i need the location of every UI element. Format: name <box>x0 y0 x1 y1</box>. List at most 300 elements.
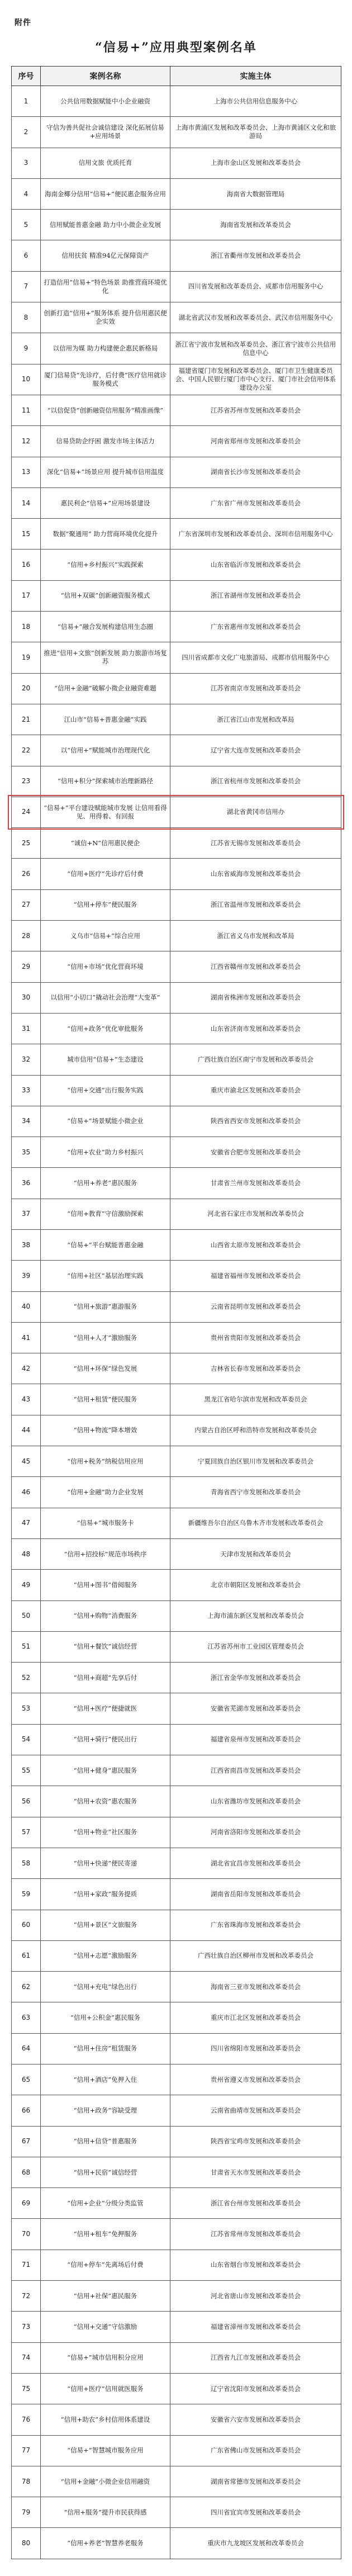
row-number: 38 <box>12 1229 41 1260</box>
implementing-organization: 辽宁省大连市发展和改革委员会 <box>170 735 341 766</box>
table-row <box>12 766 341 797</box>
case-name: 海南金椰分信用“信易+”便民惠企服务应用 <box>41 178 170 209</box>
table-row <box>12 2281 341 2312</box>
table-row <box>12 1322 341 1353</box>
case-name: “信用+市场”优化营商环境 <box>41 951 170 982</box>
row-number: 46 <box>12 1477 41 1508</box>
case-name: “信用+医疗”便捷就医 <box>41 1693 170 1724</box>
implementing-organization: 湖北省宜昌市发展和改革委员会 <box>170 1848 341 1878</box>
implementing-organization: 海南省大数据管理局 <box>170 178 341 209</box>
case-name: “信用+医疗”信用就医服务 <box>41 2373 170 2404</box>
implementing-organization: 辽宁省沈阳市发展和改革委员会 <box>170 2373 341 2404</box>
table-row <box>12 1261 341 1291</box>
table-row <box>12 1724 341 1755</box>
implementing-organization: 湖南省株洲市发展和改革委员会 <box>170 982 341 1013</box>
row-number: 45 <box>12 1446 41 1477</box>
case-name: “信易+”融合发展构建信用生态圈 <box>41 612 170 642</box>
row-number: 58 <box>12 1848 41 1878</box>
row-number: 6 <box>12 240 41 271</box>
implementing-organization: 青海省西宁市发展和改革委员会 <box>170 1477 341 1508</box>
table-row <box>12 1631 341 1662</box>
row-number: 3 <box>12 148 41 178</box>
row-number: 28 <box>12 921 41 951</box>
table-row <box>12 240 341 271</box>
implementing-organization: 河北省石家庄市发展和改革委员会 <box>170 1199 341 1229</box>
implementing-organization: 江苏省苏州市发展和改革委员会 <box>170 395 341 425</box>
row-number: 69 <box>12 2188 41 2219</box>
row-number: 5 <box>12 210 41 240</box>
case-name: “信用+充电”绿色出行 <box>41 1972 170 2002</box>
implementing-organization: 云南省曲靖市发展和改革委员会 <box>170 2095 341 2126</box>
row-number: 26 <box>12 859 41 889</box>
implementing-organization: 广东省惠州市发展和改革委员会 <box>170 612 341 642</box>
implementing-organization: 河南省洛阳市发展和改革委员会 <box>170 1817 341 1848</box>
case-name: 打造信用“信易+”特色场景 助推营商环境优化 <box>41 271 170 302</box>
case-name: “信用+租赁”便民服务 <box>41 1384 170 1415</box>
case-name: “信用+金融”破解小微企业融资难题 <box>41 673 170 704</box>
implementing-organization: 陕西省宝鸡市发展和改革委员会 <box>170 2126 341 2157</box>
implementing-organization: 浙江省金华市发展和改革委员会 <box>170 1663 341 1693</box>
row-number: 17 <box>12 580 41 611</box>
table-row <box>12 797 341 827</box>
table-row <box>12 1848 341 1878</box>
row-number: 49 <box>12 1570 41 1600</box>
implementing-organization: 江西省赣州市发展和改革委员会 <box>170 951 341 982</box>
row-number: 34 <box>12 1106 41 1137</box>
case-name: “信用+政务”容缺受理 <box>41 2095 170 2126</box>
row-number: 8 <box>12 302 41 333</box>
implementing-organization: 浙江省江山市发展和改革局 <box>170 704 341 735</box>
table-row <box>12 2497 341 2528</box>
implementing-organization: 福建省漳州市发展和改革委员会 <box>170 2312 341 2342</box>
case-name: 城市信用“信易+”生态建设 <box>41 1044 170 1075</box>
case-name: 以信用为媒 助力构建便企惠民新格局 <box>41 333 170 364</box>
implementing-organization: 浙江省杭州市发展和改革委员会 <box>170 766 341 797</box>
implementing-organization: 江苏省南京市发展和改革委员会 <box>170 673 341 704</box>
implementing-organization: 四川省成都市文化广电旅游局、成都市信用服务中心 <box>170 642 341 673</box>
table-row <box>12 982 341 1013</box>
row-number: 7 <box>12 271 41 302</box>
row-number: 36 <box>12 1168 41 1199</box>
table-row <box>12 2466 341 2497</box>
implementing-organization: 山东省潍坊市发展和改革委员会 <box>170 1786 341 1817</box>
table-row <box>12 1786 341 1817</box>
table-row <box>12 86 341 117</box>
implementing-organization: 甘肃省兰州市发展和改革委员会 <box>170 1168 341 1199</box>
table-row <box>12 2095 341 2126</box>
case-name: “信用+骑行”便民出行 <box>41 1724 170 1755</box>
case-name: 数据“聚通用” 助力营商环境优化提升 <box>41 519 170 550</box>
case-name: 信用扶贫 精准94亿元保障资产 <box>41 240 170 271</box>
row-number: 67 <box>12 2126 41 2157</box>
case-name: “信用+商超”先享后付 <box>41 1663 170 1693</box>
case-name: “信用+快递”便民寄递 <box>41 1848 170 1878</box>
table-row <box>12 2435 341 2466</box>
table-row <box>12 1910 341 1940</box>
table-row <box>12 1817 341 1848</box>
case-name: “信用+社保”惠民服务 <box>41 2281 170 2312</box>
table-row <box>12 2528 341 2559</box>
implementing-organization: 广东省广州市发展和改革委员会 <box>170 487 341 518</box>
column-header-case-name: 案例名称 <box>41 67 170 86</box>
table-row <box>12 1415 341 1446</box>
table-row <box>12 859 341 889</box>
implementing-organization: 广东省佛山市发展和改革委员会 <box>170 2435 341 2466</box>
case-name: 以信用“小切口”撬动社会治理“大变革” <box>41 982 170 1013</box>
row-number: 42 <box>12 1353 41 1384</box>
case-name: “以信促贷”创新融资信用服务“精准画像” <box>41 395 170 425</box>
implementing-organization: 福建省福州市发展和改革委员会 <box>170 1261 341 1291</box>
row-number: 47 <box>12 1508 41 1538</box>
case-name: “信用+停车”便民服务 <box>41 889 170 920</box>
table-row <box>12 302 341 333</box>
table-row <box>12 704 341 735</box>
case-name: “信用+助农”乡村信用体系建设 <box>41 2404 170 2435</box>
table-row <box>12 1755 341 1786</box>
case-name: “信易+”城市服务卡 <box>41 1508 170 1538</box>
implementing-organization: 重庆市九龙坡区发展和改革委员会 <box>170 2528 341 2559</box>
table-row <box>12 1972 341 2002</box>
implementing-organization: 北京市朝阳区发展和改革委员会 <box>170 1570 341 1600</box>
case-name: “信用+养老”智慧养老服务 <box>41 2528 170 2559</box>
implementing-organization: 湖北省黄冈市信用办 <box>170 797 341 827</box>
row-number: 66 <box>12 2095 41 2126</box>
implementing-organization: 新疆维吾尔自治区乌鲁木齐市发展和改革委员会 <box>170 1508 341 1538</box>
implementing-organization: 福建省泉州市发展和改革委员会 <box>170 1724 341 1755</box>
table-row <box>12 921 341 951</box>
case-name: “信用+人才”激励服务 <box>41 1322 170 1353</box>
case-name: “信用+健身”惠民服务 <box>41 1755 170 1786</box>
attachment-label: 附件 <box>15 18 31 27</box>
implementing-organization: 江苏省无锡市发展和改革委员会 <box>170 828 341 859</box>
table-row <box>12 2342 341 2373</box>
table-row <box>12 1508 341 1538</box>
case-name: “信用+积分”探索城市治理新路径 <box>41 766 170 797</box>
row-number: 57 <box>12 1817 41 1848</box>
implementing-organization: 广西壮族自治区柳州市发展和改革委员会 <box>170 1940 341 1971</box>
row-number: 24 <box>12 797 41 827</box>
case-table <box>11 66 341 2559</box>
case-name: “信易+”平台赋能普惠金融 <box>41 1229 170 1260</box>
row-number: 39 <box>12 1261 41 1291</box>
implementing-organization: 湖南省长沙市发展和改革委员会 <box>170 457 341 487</box>
case-name: “信用+物流”降本增效 <box>41 1415 170 1446</box>
row-number: 16 <box>12 550 41 580</box>
table-row <box>12 673 341 704</box>
row-number: 76 <box>12 2404 41 2435</box>
row-number: 74 <box>12 2342 41 2373</box>
table-row <box>12 1446 341 1477</box>
implementing-organization: 吉林省长春市发展和改革委员会 <box>170 1353 341 1384</box>
row-number: 9 <box>12 333 41 364</box>
row-number: 61 <box>12 1940 41 1971</box>
implementing-organization: 黑龙江省哈尔滨市发展和改革委员会 <box>170 1384 341 1415</box>
case-name: “信用+酒店”免押入住 <box>41 2064 170 2095</box>
case-name: “信用+养老”惠民服务 <box>41 1168 170 1199</box>
case-name: “信用+餐饮”诚信经营 <box>41 1631 170 1662</box>
row-number: 80 <box>12 2528 41 2559</box>
case-name: “信用+农业”助力乡村振兴 <box>41 1137 170 1168</box>
case-name: “诚信+N”信用惠民便企 <box>41 828 170 859</box>
table-row <box>12 210 341 240</box>
table-row <box>12 148 341 178</box>
table-row <box>12 2126 341 2157</box>
case-name: 信用赋能普惠金融 助力中小微企业发展 <box>41 210 170 240</box>
table-row <box>12 487 341 518</box>
table-row <box>12 2373 341 2404</box>
case-name: “信用+公积金”惠民服务 <box>41 2002 170 2033</box>
table-row <box>12 1353 341 1384</box>
row-number: 75 <box>12 2373 41 2404</box>
column-header-organization: 实施主体 <box>170 67 341 86</box>
case-name: “信用+招投标”规范市场秩序 <box>41 1538 170 1569</box>
row-number: 12 <box>12 426 41 457</box>
column-header-number: 序号 <box>12 67 41 86</box>
case-name: “信用+图书”借阅服务 <box>41 1570 170 1600</box>
implementing-organization: 宁夏回族自治区银川市发展和改革委员会 <box>170 1446 341 1477</box>
case-name: “信用+志愿”激励服务 <box>41 1940 170 1971</box>
implementing-organization: 四川省绵阳市发展和改革委员会 <box>170 2033 341 2064</box>
implementing-organization: 浙江省义乌市发展和改革局 <box>170 921 341 951</box>
case-name: “信用+交通”守信激励 <box>41 2312 170 2342</box>
implementing-organization: 四川省宜宾市发展和改革委员会 <box>170 2497 341 2528</box>
implementing-organization: 上海市浦东新区发展和改革委员会 <box>170 1600 341 1631</box>
implementing-organization: 河南省郑州市发展和改革委员会 <box>170 426 341 457</box>
table-row <box>12 889 341 920</box>
case-name: “信用+环保”绿色发展 <box>41 1353 170 1384</box>
row-number: 78 <box>12 2466 41 2497</box>
row-number: 52 <box>12 1663 41 1693</box>
implementing-organization: 甘肃省天水市发展和改革委员会 <box>170 2157 341 2187</box>
row-number: 33 <box>12 1075 41 1106</box>
case-name: “信用+金融”助力企业发展 <box>41 1477 170 1508</box>
table-row <box>12 1291 341 1322</box>
row-number: 13 <box>12 457 41 487</box>
case-name: “信用+租车”免押服务 <box>41 2219 170 2250</box>
implementing-organization: 云南省昆明市发展和改革委员会 <box>170 1291 341 1322</box>
row-number: 19 <box>12 642 41 673</box>
row-number: 60 <box>12 1910 41 1940</box>
case-name: “信易+”智慧城市服务应用 <box>41 2435 170 2466</box>
row-number: 54 <box>12 1724 41 1755</box>
row-number: 25 <box>12 828 41 859</box>
case-name: 信用文旅 优质托育 <box>41 148 170 178</box>
table-row <box>12 1075 341 1106</box>
case-name: “信用+服务”提升市民获得感 <box>41 2497 170 2528</box>
table-row <box>12 1693 341 1724</box>
case-name: “信用+社区”基层治理实践 <box>41 1261 170 1291</box>
implementing-organization: 广西壮族自治区南宁市发展和改革委员会 <box>170 1044 341 1075</box>
row-number: 77 <box>12 2435 41 2466</box>
implementing-organization: 重庆市江北区发展和改革委员会 <box>170 2002 341 2033</box>
table-row <box>12 178 341 209</box>
case-name: 推进“信用+文旅”创新发展 助力旅游市场复苏 <box>41 642 170 673</box>
implementing-organization: 福建省厦门市发展和改革委员会、厦门市卫生健康委员会、中国人民银行厦门市中心支行、厦门市社会信用体系建设办公室 <box>170 364 341 395</box>
case-name: 公共信用数据赋能中小企业融资 <box>41 86 170 117</box>
table-row <box>12 828 341 859</box>
table-row <box>12 1168 341 1199</box>
implementing-organization: 湖北省武汉市发展和改革委员会、武汉市信用服务中心 <box>170 302 341 333</box>
table-row <box>12 2312 341 2342</box>
case-name: “信用+乡村振兴”实践探索 <box>41 550 170 580</box>
row-number: 30 <box>12 982 41 1013</box>
implementing-organization: 河北省唐山市发展和改革委员会 <box>170 2281 341 2312</box>
row-number: 35 <box>12 1137 41 1168</box>
row-number: 44 <box>12 1415 41 1446</box>
table-row <box>12 1106 341 1137</box>
table-row <box>12 117 341 148</box>
row-number: 56 <box>12 1786 41 1817</box>
implementing-organization: 重庆市渝北区发展和改革委员会 <box>170 1075 341 1106</box>
table-header-row <box>12 67 341 86</box>
row-number: 22 <box>12 735 41 766</box>
table-row <box>12 519 341 550</box>
implementing-organization: 海南省发展和改革委员会 <box>170 210 341 240</box>
table-row <box>12 1013 341 1044</box>
table-row <box>12 1600 341 1631</box>
implementing-organization: 湖南省岳阳市发展和改革委员会 <box>170 1879 341 1910</box>
case-name: 创新打造“信用+”服务体系 提升信用惠民便企实效 <box>41 302 170 333</box>
row-number: 65 <box>12 2064 41 2095</box>
row-number: 43 <box>12 1384 41 1415</box>
row-number: 63 <box>12 2002 41 2033</box>
row-number: 79 <box>12 2497 41 2528</box>
row-number: 29 <box>12 951 41 982</box>
implementing-organization: 上海市金山区发展和改革委员会 <box>170 148 341 178</box>
case-name: 信易贷助企纾困 激发市场主体活力 <box>41 426 170 457</box>
case-name: 深化“信易+”场景应用 提升城市信用温度 <box>41 457 170 487</box>
row-number: 48 <box>12 1538 41 1569</box>
implementing-organization: 海南省三亚市发展和改革委员会 <box>170 1972 341 2002</box>
row-number: 55 <box>12 1755 41 1786</box>
implementing-organization: 安徽省芜湖市发展和改革委员会 <box>170 1693 341 1724</box>
implementing-organization: 湖南省常德市发展和改革委员会 <box>170 2466 341 2497</box>
case-name: 江山市“信易+普惠金融”实践 <box>41 704 170 735</box>
case-name: “信用+农资”惠农服务 <box>41 1786 170 1817</box>
row-number: 4 <box>12 178 41 209</box>
table-row <box>12 1044 341 1075</box>
row-number: 32 <box>12 1044 41 1075</box>
row-number: 37 <box>12 1199 41 1229</box>
table-row <box>12 642 341 673</box>
case-name: 惠民利企“信易+”应用场景建设 <box>41 487 170 518</box>
case-name: “信用+停车”先离场后付费 <box>41 2250 170 2280</box>
row-number: 70 <box>12 2219 41 2250</box>
table-row <box>12 395 341 425</box>
document-title: “信易+”应用典型案例名单 <box>95 40 257 55</box>
row-number: 62 <box>12 1972 41 2002</box>
implementing-organization: 山东省济南市发展和改革委员会 <box>170 1013 341 1044</box>
case-table-body <box>12 86 341 2559</box>
implementing-organization: 山东省威海市发展和改革委员会 <box>170 859 341 889</box>
implementing-organization: 浙江省宁波市发展和改革委员会、浙江省宁波市公共信用信息中心 <box>170 333 341 364</box>
implementing-organization: 贵州省贵阳市发展和改革委员会 <box>170 1322 341 1353</box>
table-row <box>12 1229 341 1260</box>
table-row <box>12 2002 341 2033</box>
implementing-organization: 贵州省遵义市发展和改革委员会 <box>170 2064 341 2095</box>
case-name: “信用+物业”社区服务 <box>41 1817 170 1848</box>
row-number: 10 <box>12 364 41 395</box>
table-row <box>12 457 341 487</box>
implementing-organization: 安徽省合肥市发展和改革委员会 <box>170 1137 341 1168</box>
implementing-organization: 山东省临沂市发展和改革委员会 <box>170 550 341 580</box>
table-row <box>12 1663 341 1693</box>
implementing-organization: 安徽省六安市发展和改革委员会 <box>170 2404 341 2435</box>
row-number: 59 <box>12 1879 41 1910</box>
row-number: 73 <box>12 2312 41 2342</box>
row-number: 2 <box>12 117 41 148</box>
row-number: 21 <box>12 704 41 735</box>
case-name: “信用+金融”小微企业信用融资 <box>41 2466 170 2497</box>
table-row <box>12 1879 341 1910</box>
table-row <box>12 1538 341 1569</box>
case-name: “信用+医疗”先诊疗后付费 <box>41 859 170 889</box>
table-row <box>12 1570 341 1600</box>
case-name: “信用+购物”消费服务 <box>41 1600 170 1631</box>
case-name: “信用+景区”文旅服务 <box>41 1910 170 1940</box>
implementing-organization: 上海市黄浦区发展和改革委员会、上海市黄浦区文化和旅游局 <box>170 117 341 148</box>
table-row <box>12 2188 341 2219</box>
table-row <box>12 1199 341 1229</box>
implementing-organization: 浙江省台州市发展和改革委员会 <box>170 2188 341 2219</box>
implementing-organization: 山东省烟台市发展和改革委员会 <box>170 2250 341 2280</box>
case-name: “信用+政务”优化审批服务 <box>41 1013 170 1044</box>
row-number: 27 <box>12 889 41 920</box>
table-row <box>12 580 341 611</box>
table-row <box>12 1384 341 1415</box>
table-row <box>12 364 341 395</box>
row-number: 20 <box>12 673 41 704</box>
table-row <box>12 735 341 766</box>
row-number: 53 <box>12 1693 41 1724</box>
table-row <box>12 1940 341 1971</box>
case-name: “信用+交通”出行服务实践 <box>41 1075 170 1106</box>
implementing-organization: 内蒙古自治区呼和浩特市发展和改革委员会 <box>170 1415 341 1446</box>
row-number: 1 <box>12 86 41 117</box>
row-number: 11 <box>12 395 41 425</box>
case-name: “信易+”城市信用积分应用 <box>41 2342 170 2373</box>
table-row <box>12 2219 341 2250</box>
case-name: “信易+”平台建设赋能城市发展 让信用看得见、用得着、有回报 <box>41 797 170 827</box>
table-row <box>12 2033 341 2064</box>
row-number: 68 <box>12 2157 41 2187</box>
row-number: 14 <box>12 487 41 518</box>
implementing-organization: 广东省深圳市发展和改革委员会、深圳市信用服务中心 <box>170 519 341 550</box>
table-row <box>12 612 341 642</box>
case-name: “信用+税务”纳税信用应用 <box>41 1446 170 1477</box>
case-name: 厦门信易贷“先诊疗，后付费”医疗信用就诊服务模式 <box>41 364 170 395</box>
implementing-organization: 四川省发展和改革委员会、成都市信用服务中心 <box>170 271 341 302</box>
table-row <box>12 2157 341 2187</box>
table-row <box>12 271 341 302</box>
implementing-organization: 陕西省西安市发展和改革委员会 <box>170 1106 341 1137</box>
case-name: 守信为善共促社会诚信建设 深化拓展信易+应用场景 <box>41 117 170 148</box>
implementing-organization: 天津市发展和改革委员会 <box>170 1538 341 1569</box>
table-row <box>12 2064 341 2095</box>
table-row <box>12 333 341 364</box>
row-number: 72 <box>12 2281 41 2312</box>
case-name: “信易+”场景赋能小微企业 <box>41 1106 170 1137</box>
case-name: “信用+双碳”创新融资服务模式 <box>41 580 170 611</box>
row-number: 18 <box>12 612 41 642</box>
table-row <box>12 1477 341 1508</box>
table-row <box>12 951 341 982</box>
row-number: 71 <box>12 2250 41 2280</box>
table-row <box>12 2404 341 2435</box>
row-number: 23 <box>12 766 41 797</box>
case-name: “信用+住房”租赁服务 <box>41 2033 170 2064</box>
case-name: “信用+家政”服务提质 <box>41 1879 170 1910</box>
